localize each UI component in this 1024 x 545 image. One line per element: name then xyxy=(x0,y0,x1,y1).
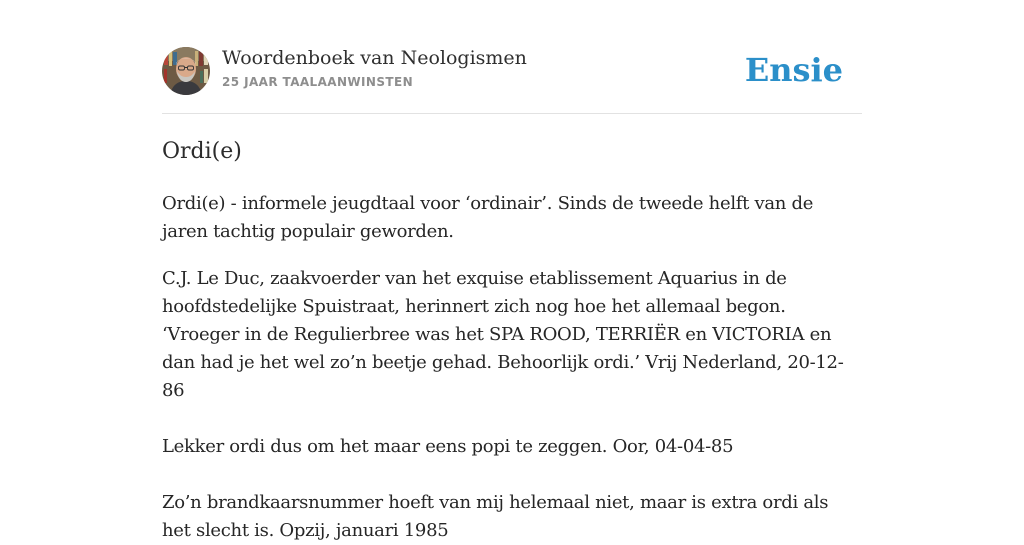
site-header xyxy=(162,46,862,96)
header-divider xyxy=(162,113,862,114)
quote-paragraph: Zo’n brandkaarsnummer hoeft van mij helemaal niet, maar is extra ordi als het slecht is. Opzij, januari 1985 xyxy=(162,492,829,541)
avatar[interactable] xyxy=(162,47,210,95)
site-tagline: 25 JAAR TAALAANWINSTEN xyxy=(222,75,414,89)
ensie-logo-link[interactable]: Ensie xyxy=(744,51,843,89)
article xyxy=(162,136,862,545)
quote-paragraph: C.J. Le Duc, zaakvoerder van het exquise etablissement Aquarius in de hoofdstedelijke Spuistraat, herinnert zich nog hoe het allemaal begon. ‘Vroeger in de Regulierbree was het SPA ROOD, TERRIËR en VICTORIA en dan had je het wel zo’n beetje gehad. Behoorlijk ordi.’ Vrij Nederland, 20-12-86 xyxy=(162,268,844,401)
quote-paragraph: Lekker ordi dus om het maar eens popi te zeggen. Oor, 04-04-85 xyxy=(162,436,734,457)
site-name[interactable]: Woordenboek van Neologismen xyxy=(222,47,527,69)
definition-paragraph: Ordi(e) - informele jeugdtaal voor ‘ordinair’. Sinds de tweede helft van de jaren tachtig populair geworden. xyxy=(162,193,814,242)
article-title: Ordi(e) xyxy=(162,139,242,164)
